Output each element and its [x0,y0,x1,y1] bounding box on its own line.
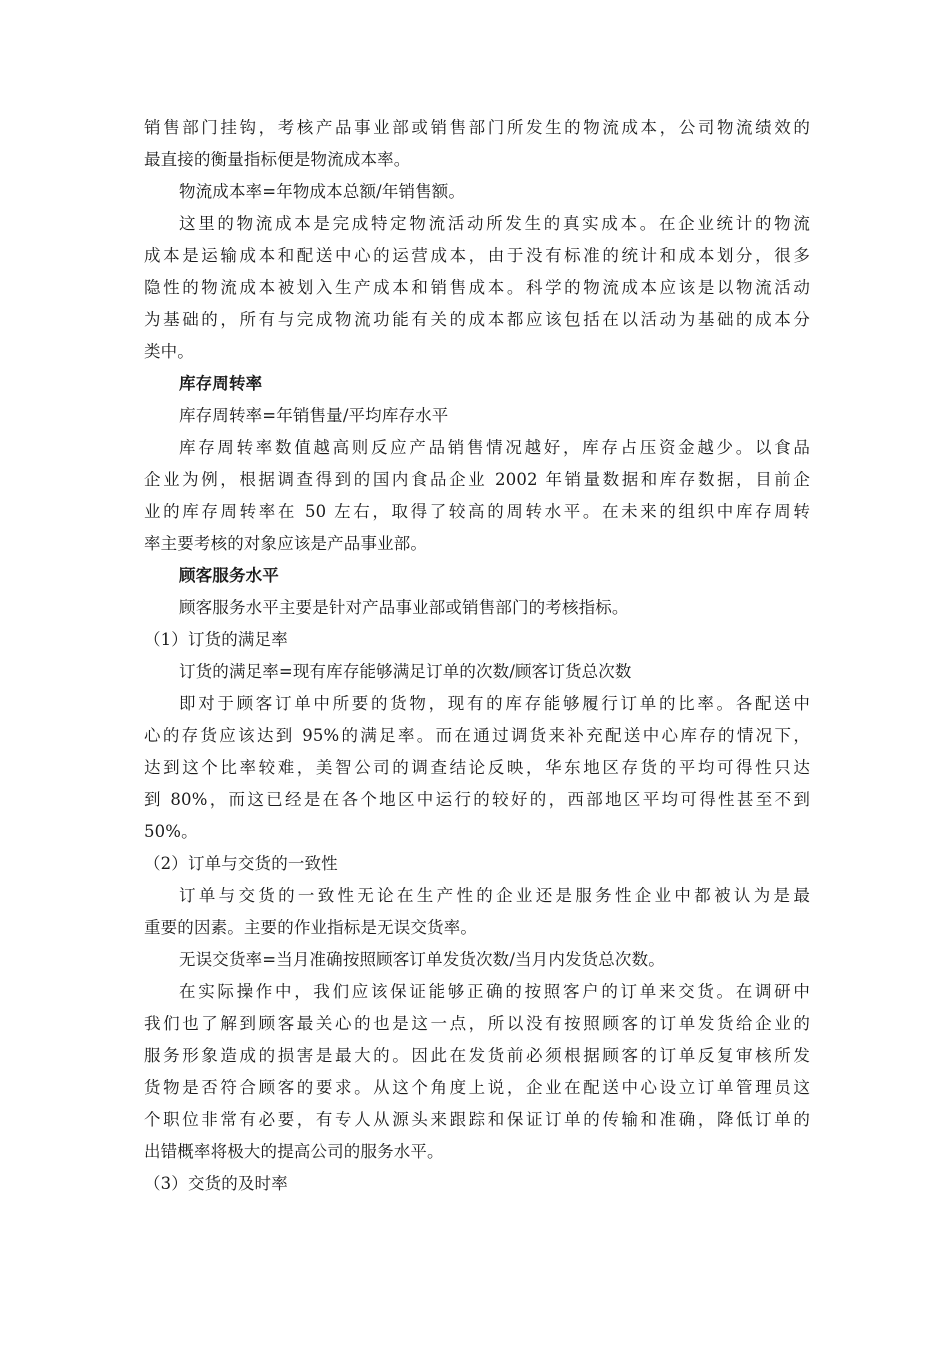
paragraph-line: 货物是否符合顾客的要求。从这个角度上说，企业在配送中心设立订单管理员这 [144,1078,810,1097]
paragraph-line: 在实际操作中，我们应该保证能够正确的按照客户的订单来交货。在调研中 [179,982,810,1001]
paragraph-line: 类中。 [144,342,194,361]
paragraph-line: 即对于顾客订单中所要的货物，现有的库存能够履行订单的比率。各配送中 [179,694,810,713]
formula-line: 无误交货率=当月准确按照顾客订单发货次数/当月内发货总次数。 [179,950,665,969]
numbered-subheading: （3）交货的及时率 [144,1174,288,1193]
paragraph-line: 服务形象造成的损害是最大的。因此在发货前必须根据顾客的订单反复审核所发 [144,1046,810,1065]
paragraph-line: 最直接的衡量指标便是物流成本率。 [144,150,411,169]
paragraph-line: 重要的因素。主要的作业指标是无误交货率。 [144,918,477,937]
paragraph-line: 企业为例，根据调查得到的国内食品企业 2002 年销量数据和库存数据，目前企 [144,470,810,489]
formula-line: 库存周转率=年销售量/平均库存水平 [179,406,449,425]
paragraph-line: 这里的物流成本是完成特定物流活动所发生的真实成本。在企业统计的物流 [179,214,810,233]
formula-line: 物流成本率=年物成本总额/年销售额。 [179,182,466,201]
paragraph-line: 出错概率将极大的提高公司的服务水平。 [144,1142,444,1161]
section-heading: 顾客服务水平 [179,566,279,585]
paragraph-line: 销售部门挂钩，考核产品事业部或销售部门所发生的物流成本，公司物流绩效的 [144,118,810,137]
document-body [144,112,810,1200]
section-heading: 库存周转率 [179,374,263,393]
paragraph-line: 我们也了解到顾客最关心的也是这一点，所以没有按照顾客的订单发货给企业的 [144,1014,810,1033]
paragraph-line: 心的存货应该达到 95%的满足率。而在通过调货来补充配送中心库存的情况下， [144,726,810,745]
paragraph-line: 达到这个比率较难，美智公司的调查结论反映，华东地区存货的平均可得性只达 [144,758,810,777]
numbered-subheading: （2）订单与交货的一致性 [144,854,338,873]
paragraph-line: 订单与交货的一致性无论在生产性的企业还是服务性企业中都被认为是最 [179,886,810,905]
paragraph-line: 隐性的物流成本被划入生产成本和销售成本。科学的物流成本应该是以物流活动 [144,278,810,297]
paragraph-line: 业的库存周转率在 50 左右，取得了较高的周转水平。在未来的组织中库存周转 [144,502,810,521]
formula-line: 订货的满足率=现有库存能够满足订单的次数/顾客订货总次数 [179,662,632,681]
numbered-subheading: （1）订货的满足率 [144,630,288,649]
paragraph-line: 顾客服务水平主要是针对产品事业部或销售部门的考核指标。 [179,598,629,617]
paragraph-line: 50%。 [144,822,198,841]
paragraph-line: 为基础的，所有与完成物流功能有关的成本都应该包括在以活动为基础的成本分 [144,310,810,329]
paragraph-line: 个职位非常有必要，有专人从源头来跟踪和保证订单的传输和准确，降低订单的 [144,1110,810,1129]
paragraph-line: 库存周转率数值越高则反应产品销售情况越好，库存占压资金越少。以食品 [179,438,810,457]
paragraph-line: 成本是运输成本和配送中心的运营成本，由于没有标准的统计和成本划分，很多 [144,246,810,265]
paragraph-line: 到 80%，而这已经是在各个地区中运行的较好的，西部地区平均可得性甚至不到 [144,790,810,809]
paragraph-line: 率主要考核的对象应该是产品事业部。 [144,534,428,553]
